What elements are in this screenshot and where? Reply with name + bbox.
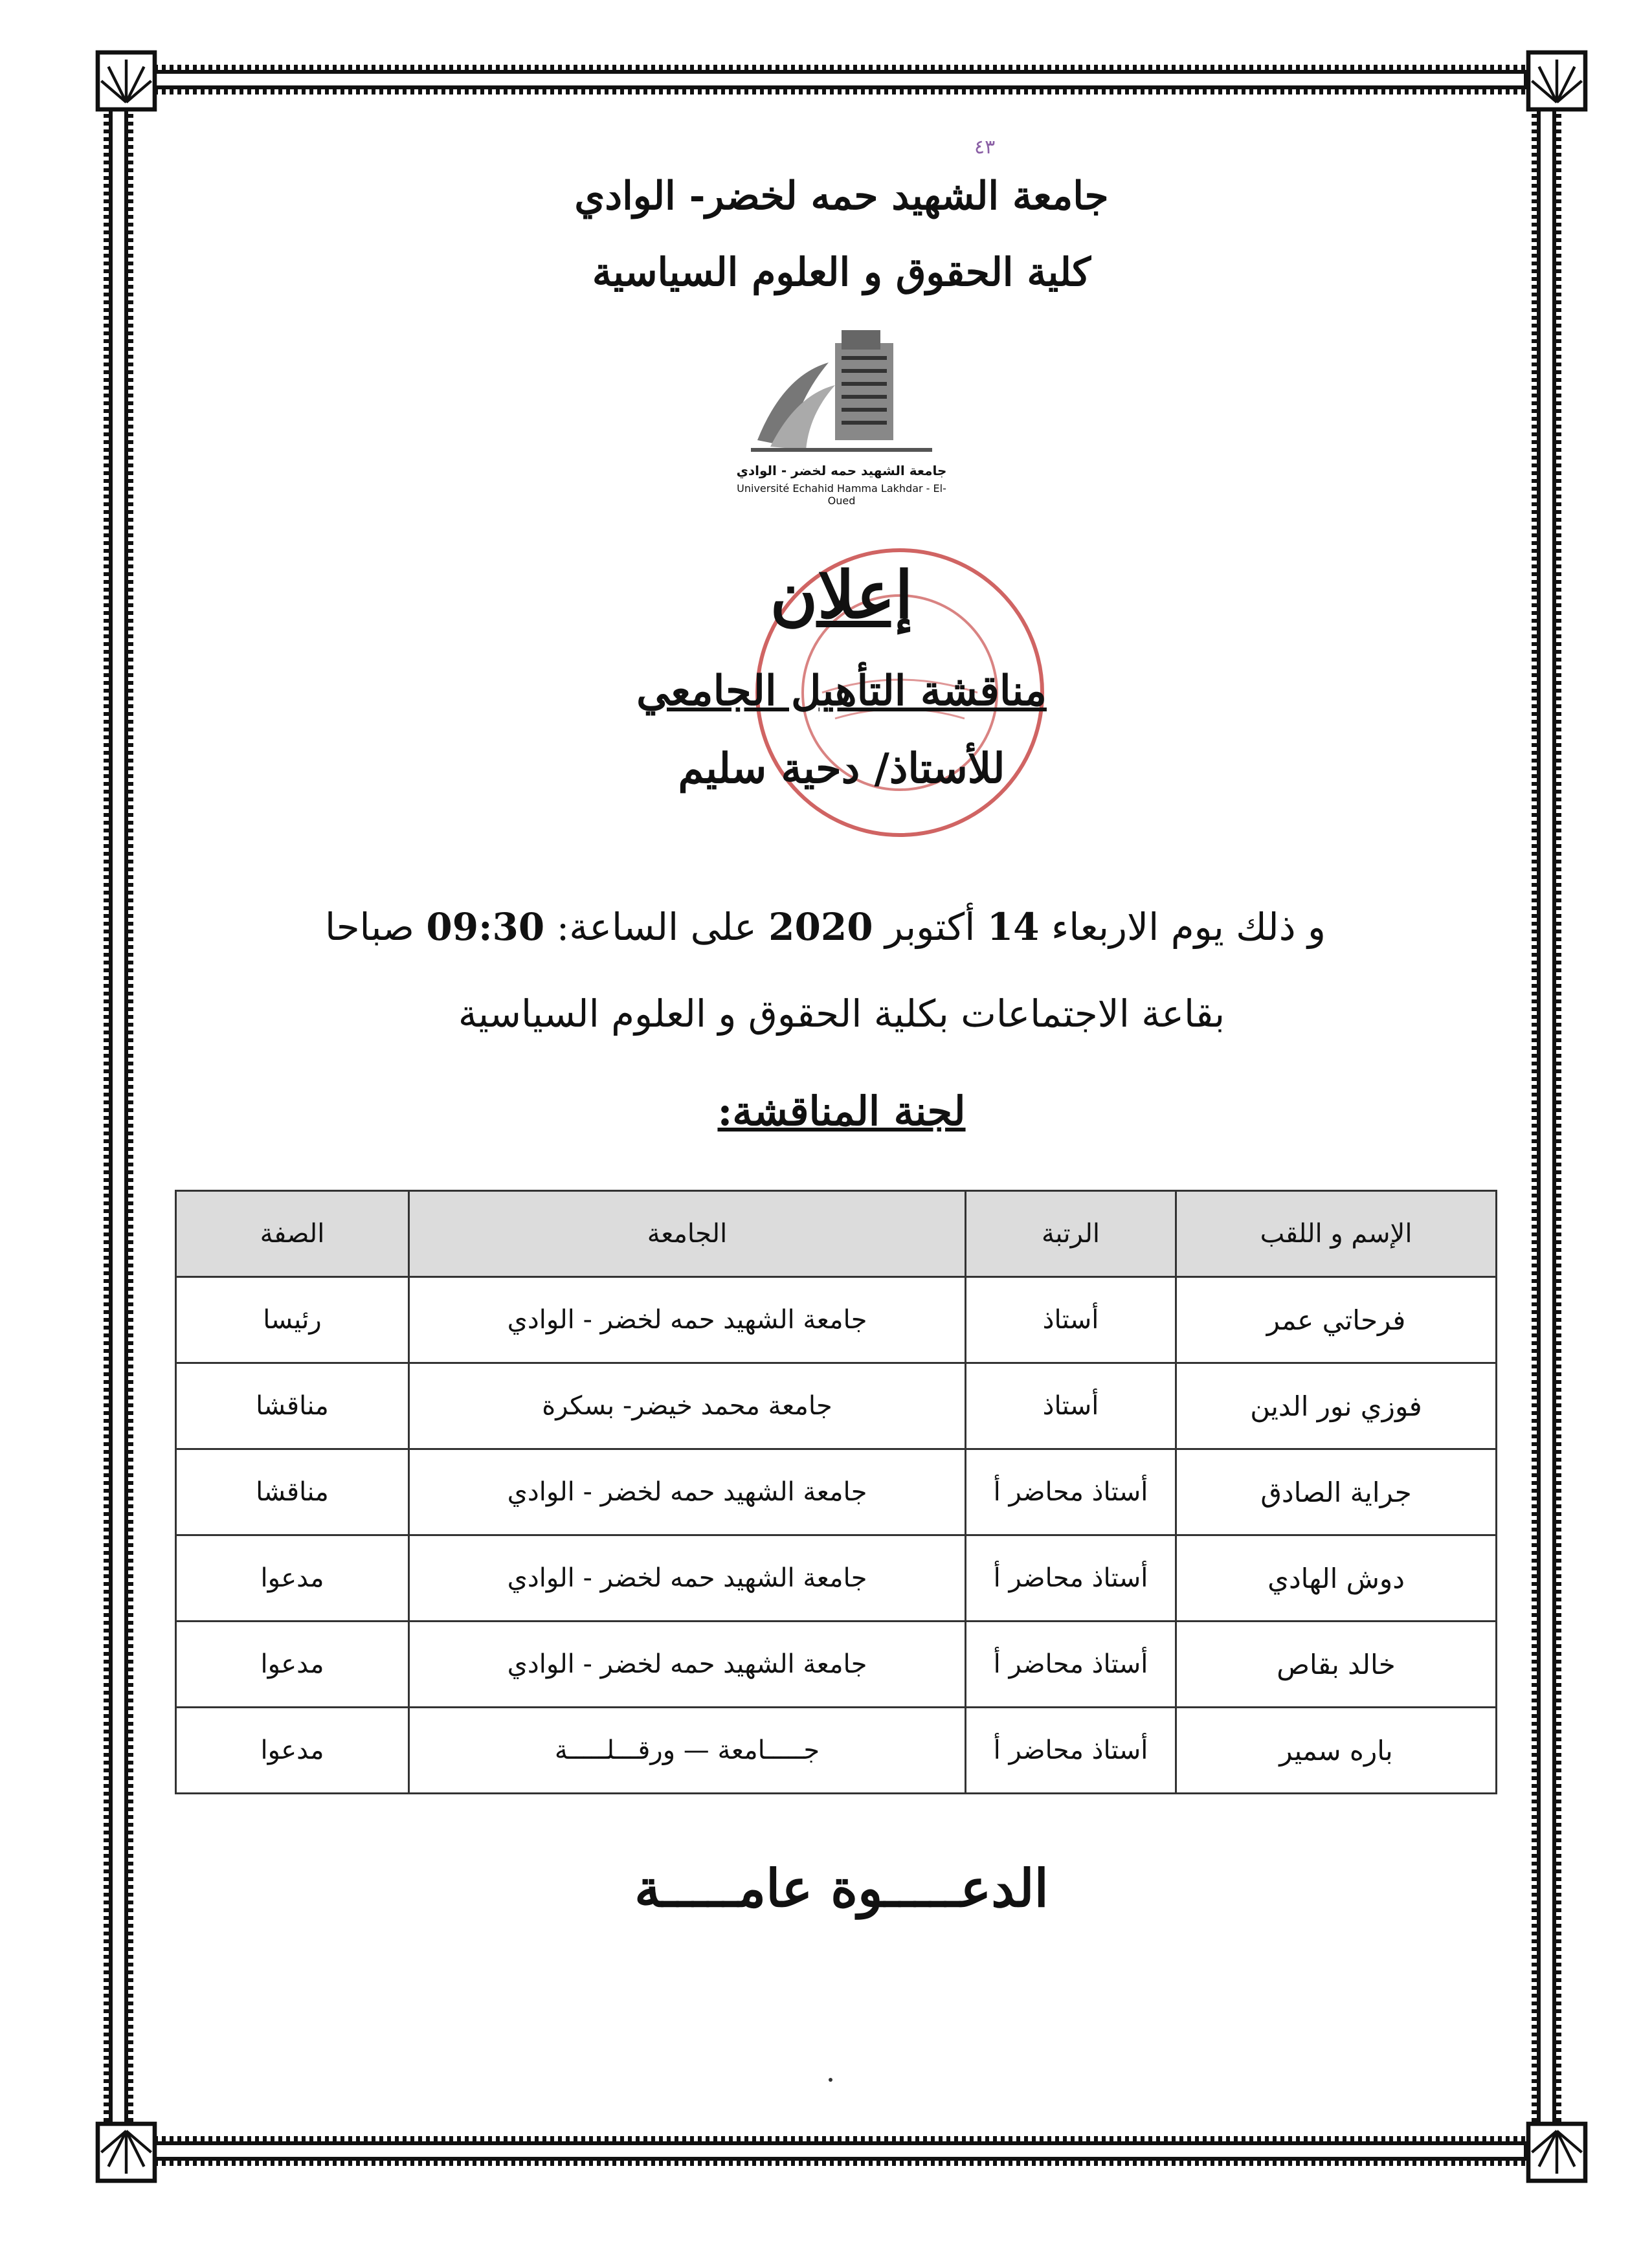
member-university: جامعة الشهيد حمه لخضر - الوادي <box>409 1277 966 1363</box>
left-border-band <box>109 97 128 2137</box>
table-row <box>176 1535 1497 1622</box>
committee-table <box>175 1190 1497 1794</box>
member-name: جراية الصادق <box>1176 1449 1497 1535</box>
right-border-band <box>1537 97 1556 2137</box>
bottom-border-band <box>127 2141 1528 2161</box>
schedule-line <box>246 905 1405 949</box>
table-row <box>176 1363 1497 1449</box>
corner-ornament-top-left <box>91 45 162 117</box>
member-rank: أستاذ محاضر أ <box>966 1449 1176 1535</box>
page-number-mark: ٤٣ <box>974 136 996 159</box>
member-name: فرحاتي عمر <box>1176 1277 1497 1363</box>
committee-title: لجنة المناقشة: <box>717 1087 966 1135</box>
table-row <box>176 1708 1497 1794</box>
university-logo <box>744 324 939 460</box>
corner-ornament-top-right <box>1521 45 1592 117</box>
member-university: جـــــامعة — ورقـــلـــــة <box>409 1708 966 1794</box>
schedule-time-suffix: صباحا <box>325 905 414 949</box>
member-rank: أستاذ <box>966 1277 1176 1363</box>
member-university: جامعة الشهيد حمه لخضر - الوادي <box>409 1449 966 1535</box>
announcement-subtitle: مناقشة التأهيل الجامعي <box>636 667 1047 715</box>
logo-caption-arabic: جامعة الشهيد حمه لخضر - الوادي <box>736 463 947 478</box>
venue-line: بقاعة الاجتماعات بكلية الحقوق و العلوم السياسية <box>458 992 1225 1036</box>
member-university: جامعة الشهيد حمه لخضر - الوادي <box>409 1622 966 1708</box>
member-university: جامعة محمد خيضر- بسكرة <box>409 1363 966 1449</box>
table-row <box>176 1622 1497 1708</box>
public-invitation: الدعـــــوة عامـــــة <box>634 1858 1049 1919</box>
top-border-band <box>127 70 1528 89</box>
member-role: مدعوا <box>176 1622 409 1708</box>
faculty-name: كلية الحقوق و العلوم السياسية <box>592 250 1091 295</box>
member-role: مناقشا <box>176 1449 409 1535</box>
announcement-title: إعلان <box>770 557 913 633</box>
table-header-row <box>176 1191 1497 1277</box>
member-role: رئيسا <box>176 1277 409 1363</box>
member-name: خالد بقاص <box>1176 1622 1497 1708</box>
table-row <box>176 1449 1497 1535</box>
schedule-month: أكتوبر <box>885 905 976 949</box>
member-rank: أستاذ <box>966 1363 1176 1449</box>
member-role: مدعوا <box>176 1708 409 1794</box>
column-header-university: الجامعة <box>409 1191 966 1277</box>
member-rank: أستاذ محاضر أ <box>966 1708 1176 1794</box>
member-rank: أستاذ محاضر أ <box>966 1622 1176 1708</box>
corner-ornament-bottom-right <box>1521 2117 1592 2188</box>
member-university: جامعة الشهيد حمه لخضر - الوادي <box>409 1535 966 1622</box>
schedule-time: 09:30 <box>426 905 545 949</box>
schedule-prefix: و ذلك يوم الاربعاء <box>1051 905 1326 949</box>
column-header-name: الإسم و اللقب <box>1176 1191 1497 1277</box>
member-role: مناقشا <box>176 1363 409 1449</box>
member-rank: أستاذ محاضر أ <box>966 1535 1176 1622</box>
professor-name: للأستاذ/ دحية سليم <box>678 744 1005 793</box>
university-name: جامعة الشهيد حمه لخضر- الوادي <box>574 173 1109 219</box>
schedule-year: 2020 <box>768 905 873 949</box>
member-name: باره سمير <box>1176 1708 1497 1794</box>
corner-ornament-bottom-left <box>91 2117 162 2188</box>
table-row <box>176 1277 1497 1363</box>
member-name: فوزي نور الدين <box>1176 1363 1497 1449</box>
scan-speck <box>829 2078 832 2082</box>
member-name: دوش الهادي <box>1176 1535 1497 1622</box>
schedule-time-label: على الساعة: <box>556 905 757 949</box>
schedule-day: 14 <box>987 905 1040 949</box>
member-role: مدعوا <box>176 1535 409 1622</box>
logo-caption-french: Université Echahid Hamma Lakhdar - El-Oued <box>737 482 946 507</box>
column-header-role: الصفة <box>176 1191 409 1277</box>
column-header-rank: الرتبة <box>966 1191 1176 1277</box>
